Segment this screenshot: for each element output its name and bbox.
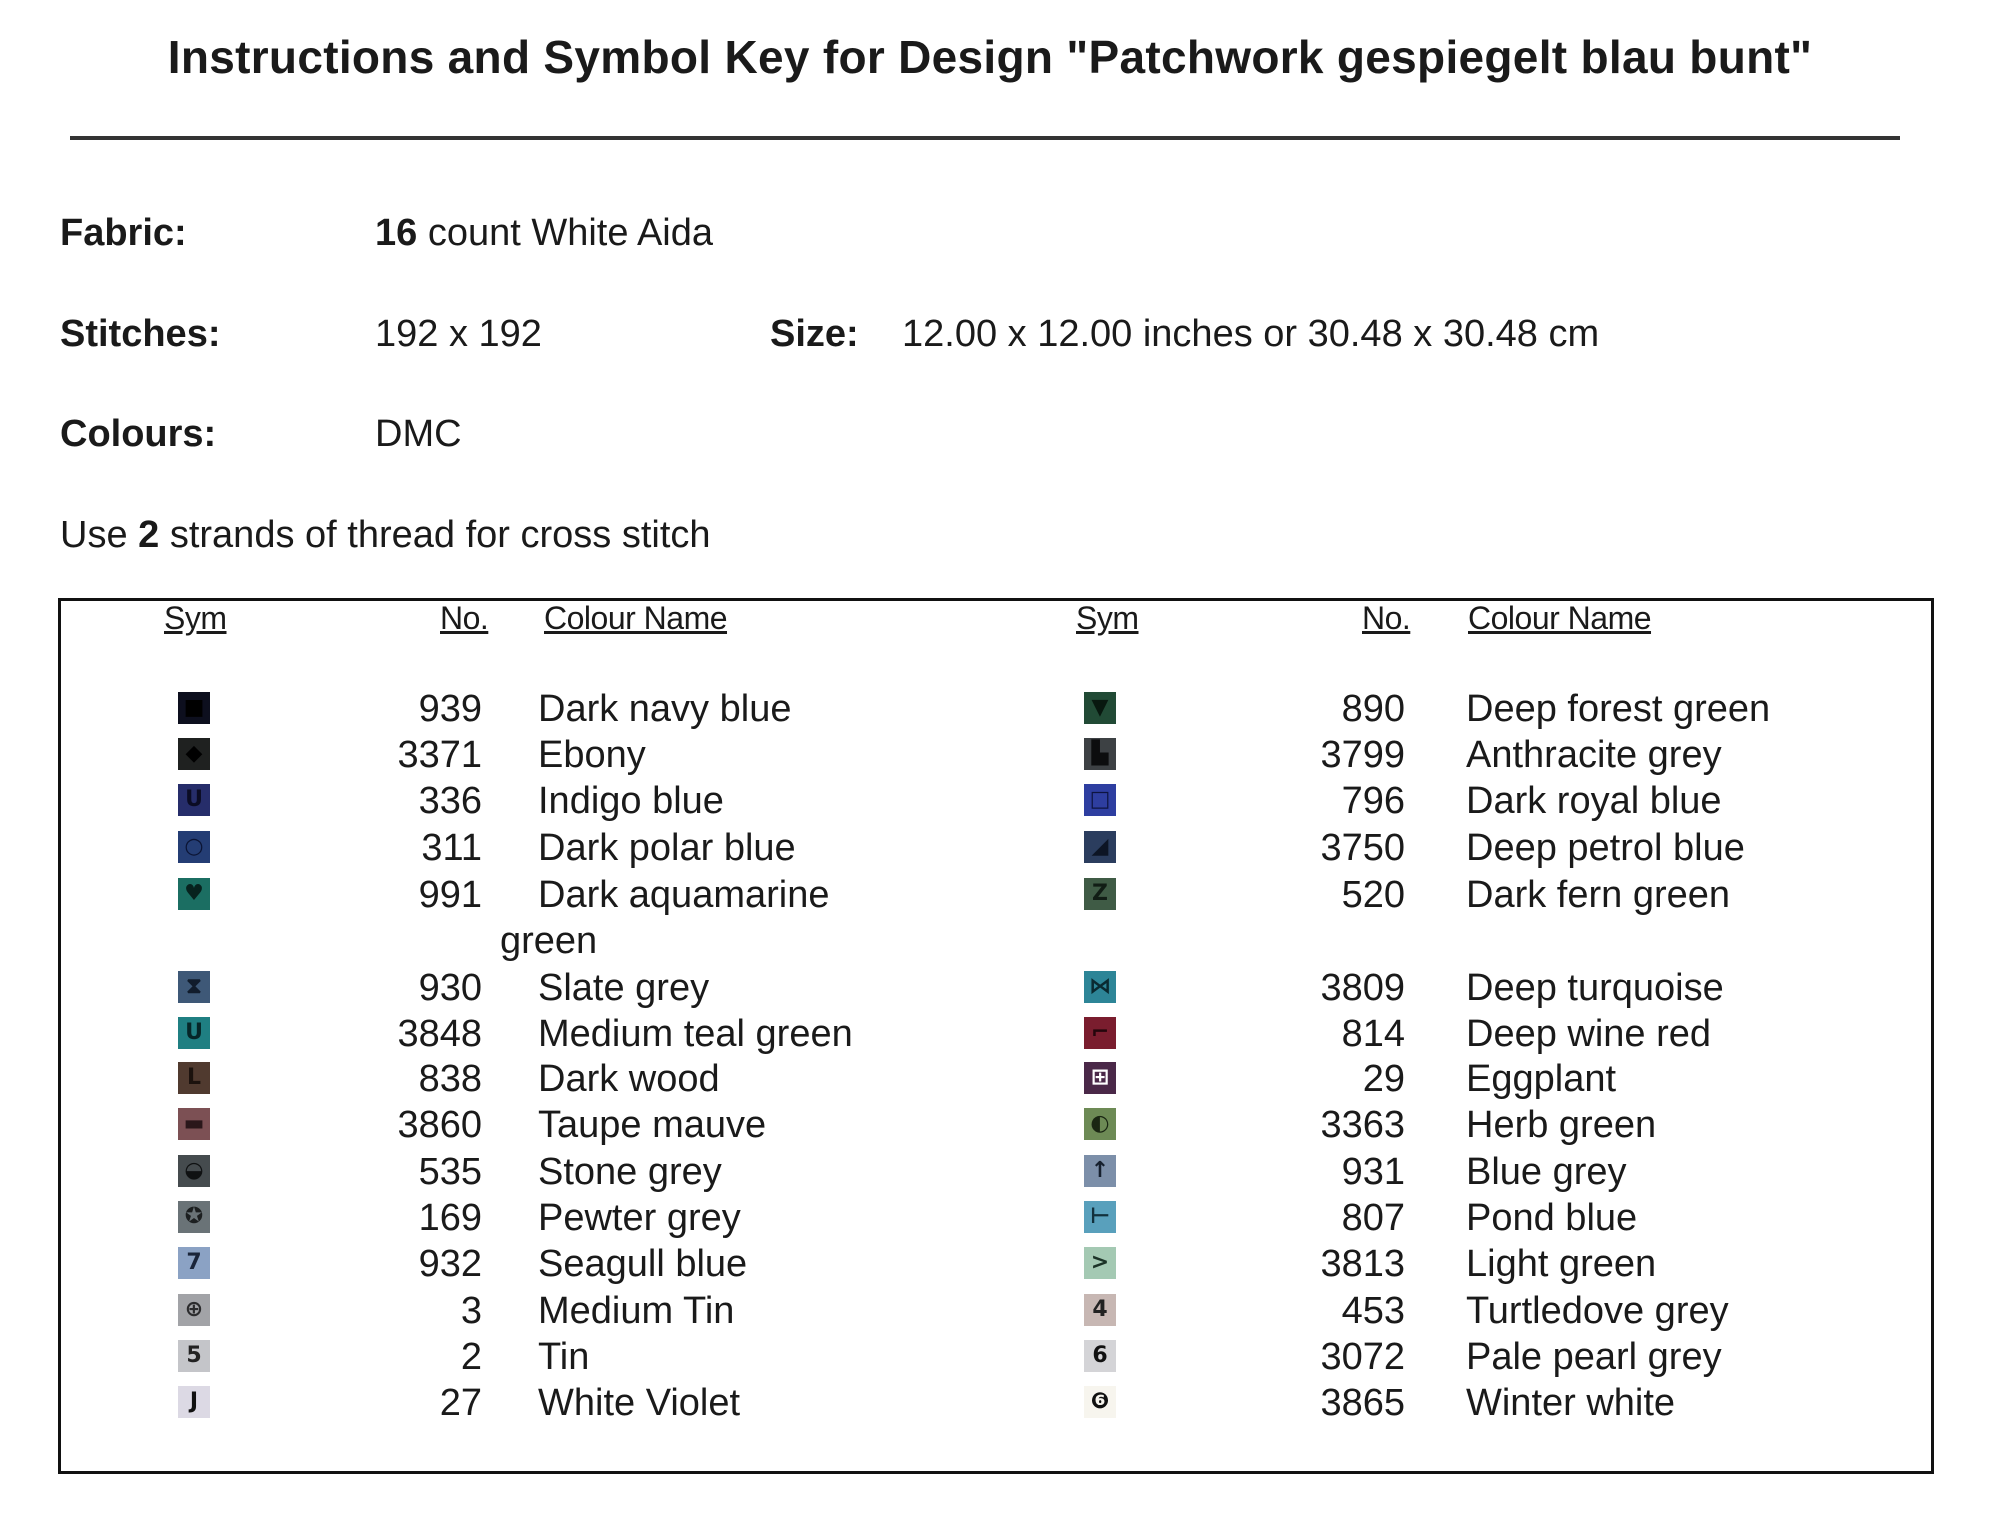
colour-name: Pond blue	[1466, 1197, 1638, 1239]
colour-name: Dark fern green	[1466, 874, 1731, 916]
colour-name: Dark royal blue	[1466, 780, 1722, 822]
size-value: 12.00 x 12.00 inches or 30.48 x 30.48 cm	[902, 313, 1600, 355]
colour-row	[0, 967, 2000, 1013]
colour-row	[0, 1104, 2000, 1150]
colour-name: Dark navy blue	[538, 688, 792, 730]
colour-name: Winter white	[1466, 1382, 1676, 1424]
colour-name: Medium teal green	[538, 1013, 853, 1055]
colour-name: Turtledove grey	[1466, 1290, 1729, 1332]
dmc-number: 3371	[397, 734, 482, 776]
dmc-number: 796	[1341, 780, 1405, 822]
colour-symbol-icon: □	[1084, 784, 1116, 816]
dmc-number: 838	[418, 1058, 482, 1100]
colour-symbol-icon: ◒	[178, 1155, 210, 1187]
colour-row	[0, 1151, 2000, 1197]
colours-label: Colours:	[60, 413, 217, 455]
colour-symbol-icon: ◐	[1084, 1108, 1116, 1140]
colour-name: Slate grey	[538, 967, 710, 1009]
colour-symbol-icon: ♥	[178, 878, 210, 910]
fabric-label: Fabric:	[60, 212, 187, 254]
left-name-header: Colour Name	[544, 600, 728, 636]
dmc-number: 991	[418, 874, 482, 916]
colour-symbol-icon: ✪	[178, 1201, 210, 1233]
colour-name: Light green	[1466, 1243, 1657, 1285]
fabric-type: count White Aida	[417, 212, 714, 254]
dmc-number: 3	[460, 1290, 482, 1332]
colour-row	[0, 1382, 2000, 1428]
strands-suffix: strands of thread for cross stitch	[159, 514, 711, 556]
colour-name: Deep forest green	[1466, 688, 1771, 730]
colour-row	[0, 1058, 2000, 1104]
dmc-number: 2	[460, 1336, 482, 1378]
colour-symbol-icon: ◆	[178, 738, 210, 770]
dmc-number: 520	[1341, 874, 1405, 916]
dmc-number: 3072	[1320, 1336, 1405, 1378]
colour-name: Indigo blue	[538, 780, 724, 822]
colour-symbol-icon: ◢	[1084, 831, 1116, 863]
colour-name: Dark wood	[538, 1058, 720, 1100]
colour-row	[0, 734, 2000, 780]
colour-symbol-icon: ▬	[178, 1108, 210, 1140]
colour-symbol-icon: 4	[1084, 1294, 1116, 1326]
colour-symbol-icon: >	[1084, 1247, 1116, 1279]
colour-name: Dark aquamarine	[538, 874, 830, 916]
colours-value: DMC	[375, 413, 462, 455]
dmc-number: 939	[418, 688, 482, 730]
size-label: Size:	[770, 313, 859, 355]
colour-name: Tin	[538, 1336, 590, 1378]
colour-symbol-icon: 6	[1084, 1340, 1116, 1372]
colour-symbol-icon: ⌐	[1084, 1017, 1116, 1049]
dmc-number: 3813	[1320, 1243, 1405, 1285]
colour-symbol-icon: ○	[178, 831, 210, 863]
stitches-value: 192 x 192	[375, 313, 542, 355]
colour-symbol-icon: ⊢	[1084, 1201, 1116, 1233]
colour-name: Deep petrol blue	[1466, 827, 1745, 869]
dmc-number: 3865	[1320, 1382, 1405, 1424]
dmc-number: 814	[1341, 1013, 1405, 1055]
colour-row	[0, 1290, 2000, 1336]
dmc-number: 3750	[1320, 827, 1405, 869]
stitches-label: Stitches:	[60, 313, 221, 355]
dmc-number: 931	[1341, 1151, 1405, 1193]
colour-symbol-icon: ⋈	[1084, 971, 1116, 1003]
dmc-number: 535	[418, 1151, 482, 1193]
colour-symbol-icon: J	[178, 1386, 210, 1418]
colour-row	[0, 1013, 2000, 1059]
colour-name-continuation: green	[500, 920, 598, 962]
page-title: Instructions and Symbol Key for Design "Patchwork gespiegelt blau bunt"	[167, 31, 1813, 83]
fabric-count: 16	[375, 212, 418, 254]
dmc-number: 3860	[397, 1104, 482, 1146]
colour-row	[0, 1336, 2000, 1382]
dmc-number: 890	[1341, 688, 1405, 730]
dmc-number: 3799	[1320, 734, 1405, 776]
left-no-header: No.	[440, 600, 489, 636]
strands-count: 2	[138, 514, 160, 556]
dmc-number: 27	[439, 1382, 482, 1424]
dmc-number: 807	[1341, 1197, 1405, 1239]
colour-name: Dark polar blue	[538, 827, 796, 869]
colour-name: Deep turquoise	[1466, 967, 1724, 1009]
colour-symbol-icon: L	[178, 1062, 210, 1094]
colour-symbol-icon: U	[178, 1017, 210, 1049]
colour-symbol-icon: 5	[178, 1340, 210, 1372]
right-no-header: No.	[1362, 600, 1411, 636]
dmc-number: 169	[418, 1197, 482, 1239]
colour-name: Seagull blue	[538, 1243, 748, 1285]
colour-row	[0, 874, 2000, 920]
colour-symbol-icon: ❻	[1084, 1386, 1116, 1418]
colour-symbol-icon: 7	[178, 1247, 210, 1279]
colour-symbol-icon: U	[178, 784, 210, 816]
colour-name: Ebony	[538, 734, 646, 776]
dmc-number: 930	[418, 967, 482, 1009]
colour-name: Blue grey	[1466, 1151, 1627, 1193]
colour-name: White Violet	[538, 1382, 741, 1424]
dmc-number: 3363	[1320, 1104, 1405, 1146]
colour-row	[0, 780, 2000, 826]
fabric-value	[375, 212, 713, 255]
colour-name: Eggplant	[1466, 1058, 1617, 1100]
strands-instruction	[60, 514, 711, 557]
title-divider	[70, 136, 1900, 140]
colour-name: Taupe mauve	[538, 1104, 767, 1146]
right-sym-header: Sym	[1076, 600, 1139, 636]
dmc-number: 3848	[397, 1013, 482, 1055]
dmc-number: 453	[1341, 1290, 1405, 1332]
colour-row	[0, 1197, 2000, 1243]
dmc-number: 3809	[1320, 967, 1405, 1009]
colour-row	[0, 688, 2000, 734]
colour-name: Pewter grey	[538, 1197, 741, 1239]
colour-row	[0, 827, 2000, 873]
colour-symbol-icon: ⧗	[178, 971, 210, 1003]
colour-symbol-icon: ▼	[1084, 692, 1116, 724]
colour-symbol-icon: ↑	[1084, 1155, 1116, 1187]
right-name-header: Colour Name	[1468, 600, 1652, 636]
colour-symbol-icon: ⊞	[1084, 1062, 1116, 1094]
colour-name: Medium Tin	[538, 1290, 735, 1332]
colour-symbol-icon: Z	[1084, 878, 1116, 910]
dmc-number: 311	[421, 827, 482, 869]
colour-name: Pale pearl grey	[1466, 1336, 1722, 1378]
strands-prefix: Use	[60, 514, 139, 556]
dmc-number: 336	[418, 780, 482, 822]
colour-symbol-icon: ⊕	[178, 1294, 210, 1326]
colour-symbol-icon: ■	[178, 692, 210, 724]
left-sym-header: Sym	[164, 600, 227, 636]
colour-row	[0, 1243, 2000, 1289]
colour-name: Deep wine red	[1466, 1013, 1712, 1055]
colour-name: Herb green	[1466, 1104, 1657, 1146]
colour-name: Anthracite grey	[1466, 734, 1722, 776]
dmc-number: 932	[418, 1243, 482, 1285]
colour-name: Stone grey	[538, 1151, 722, 1193]
colour-symbol-icon: ▙	[1084, 738, 1116, 770]
dmc-number: 29	[1362, 1058, 1405, 1100]
